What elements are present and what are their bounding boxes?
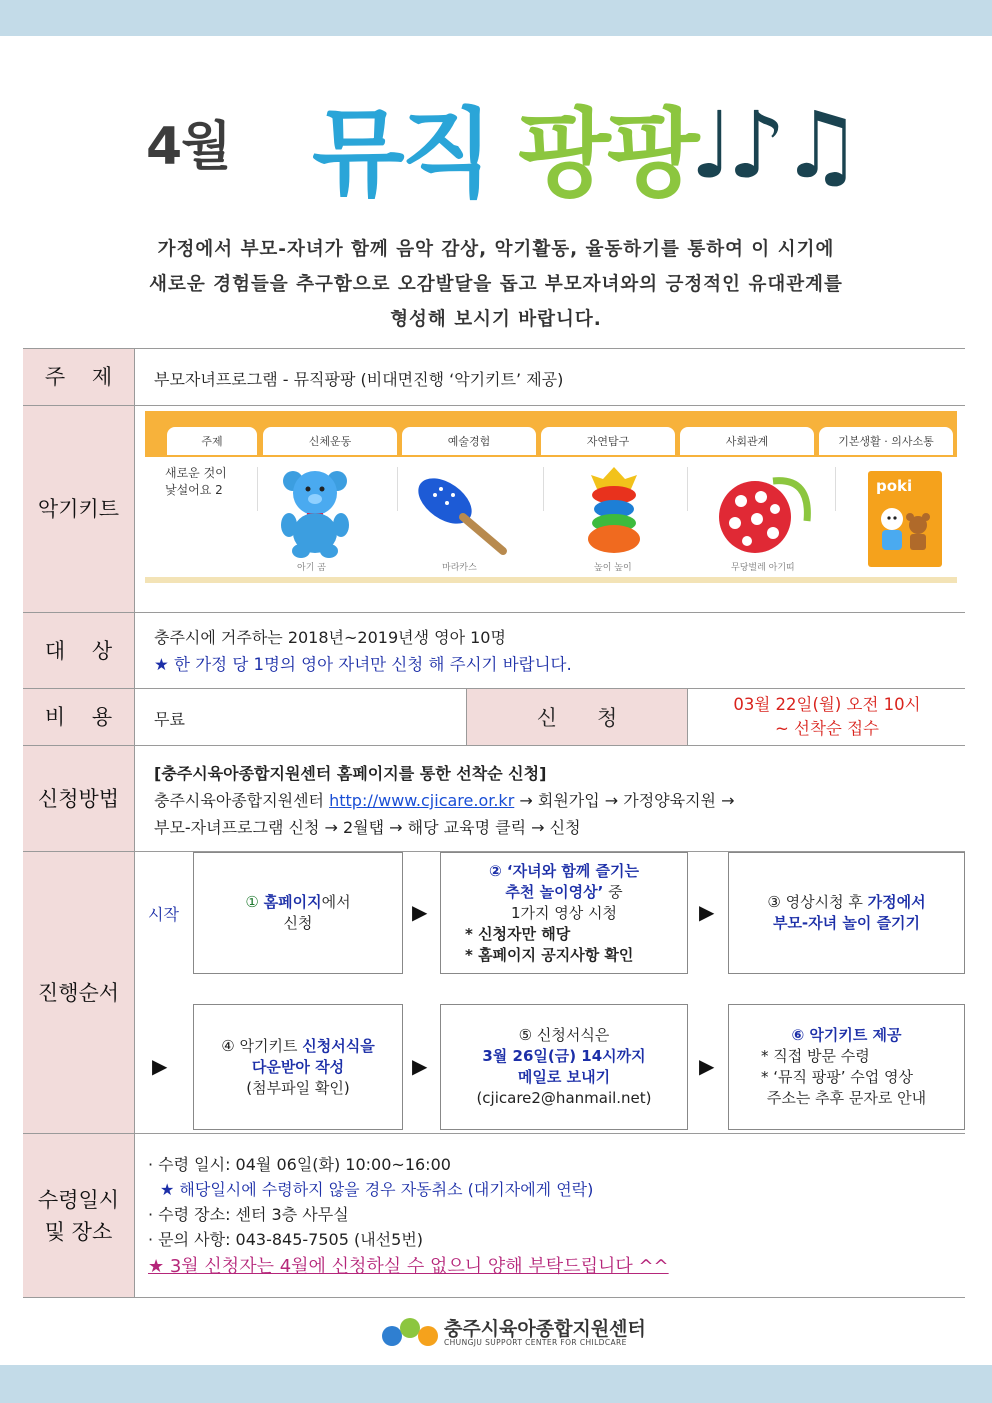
method-headline: [충주시육아종합지원센터 홈페이지를 통한 선착순 신청] xyxy=(154,764,547,783)
step-6: ⑥ 악기키트 제공 * 직접 방문 수령 * ‘뮤직 팡팡’ 수업 영상 주소는 추후 문자로 안내 xyxy=(728,1004,965,1130)
label-fee: 비 용 xyxy=(23,689,135,745)
row-receive xyxy=(23,1134,965,1298)
arrow-icon: ▶ xyxy=(412,900,428,924)
label-subject: 주 제 xyxy=(23,349,135,405)
fee-value: 무료 xyxy=(154,710,185,729)
poki-book-icon: poki xyxy=(868,471,942,567)
row-target xyxy=(23,613,965,689)
arrow-icon: ▶ xyxy=(699,1054,715,1078)
kit-tab: 자연탐구 xyxy=(541,427,675,455)
receive-text xyxy=(148,1152,669,1279)
label-method: 신청방법 xyxy=(23,746,135,851)
maracas-icon xyxy=(413,473,513,557)
label-process: 진행순서 xyxy=(23,852,135,1133)
kit-tab: 주제 xyxy=(167,427,257,455)
org-name-en: CHUNGJU SUPPORT CENTER FOR CHILDCARE xyxy=(444,1338,627,1347)
process-start: 시작 xyxy=(148,905,179,924)
step-3: ③ 영상시청 후 가정에서 부모-자녀 놀이 즐기기 xyxy=(728,852,965,974)
step-2: ② ‘자녀와 함께 즐기는 추천 놀이영상’ 중 1가지 영상 시청 * 신청자만 해당 * 홈페이지 공지사항 확인 xyxy=(440,852,688,974)
method-steps: 부모-자녀프로그램 신청 → 2월탭 → 해당 교육명 클릭 → 신청 xyxy=(154,818,581,837)
title-month: 4월 xyxy=(146,117,231,177)
method-steps: 충주시육아종합지원센터 http://www.cjicare.or.kr → 회원가입 → 가정양육지원 → xyxy=(154,791,735,810)
ladybug-carrier-icon xyxy=(715,471,819,557)
org-name: 충주시육아종합지원센터 xyxy=(444,1318,646,1340)
row-method xyxy=(23,746,965,852)
kit-tab: 사회관계 xyxy=(680,427,814,455)
step-4: ④ 악기키트 신청서식을 다운받아 작성 (첨부파일 확인) xyxy=(193,1004,403,1130)
music-notes-icon: ♩♪♫ xyxy=(690,92,857,199)
target-line1: 충주시에 거주하는 2018년~2019년생 영아 10명 xyxy=(154,628,506,647)
target-notice: ★ 한 가정 당 1명의 영아 자녀만 신청 해 주시기 바랍니다. xyxy=(154,655,572,674)
kit-item-caption: 마라카스 xyxy=(442,563,477,573)
kit-theme: 새로운 것이 낯설어요 2 xyxy=(165,466,227,497)
info-table xyxy=(23,348,965,1298)
kit-item-caption: 아기 곰 xyxy=(297,563,326,573)
stacking-toy-icon xyxy=(585,465,643,559)
step-1: ① 홈페이지에서 신청 xyxy=(193,852,403,974)
intro-text xyxy=(60,232,932,337)
label-target: 대 상 xyxy=(23,613,135,688)
kit-item-caption: 무당벌레 아기띠 xyxy=(731,563,795,573)
apply-period: 03월 22일(월) 오전 10시 ~ 선착순 접수 xyxy=(733,695,921,738)
method-text xyxy=(154,760,735,841)
arrow-icon: ▶ xyxy=(152,1054,168,1078)
kit-tab: 예술경험 xyxy=(402,427,536,455)
bottom-band xyxy=(0,1365,992,1403)
receive-contact: · 문의 사항: 043-845-7505 (내선5번) xyxy=(148,1230,424,1249)
kit-item-caption: 높이 높이 xyxy=(594,563,632,573)
arrow-icon: ▶ xyxy=(412,1054,428,1078)
intro-line: 새로운 경험들을 추구함으로 오감발달을 돕고 부모자녀와의 긍정적인 유대관계를 xyxy=(149,274,843,295)
center-logo-icon xyxy=(380,1314,440,1352)
row-fee xyxy=(23,689,965,746)
intro-line: 가정에서 부모-자녀가 함께 음악 감상, 악기활동, 율동하기를 통하여 이 시기에 xyxy=(157,239,835,260)
receive-place: · 수령 장소: 센터 3층 사무실 xyxy=(148,1205,349,1224)
receive-notice: ★ 해당일시에 수령하지 않을 경우 자동취소 (대기자에게 연락) xyxy=(160,1180,594,1199)
kit-tab: 신체운동 xyxy=(263,427,397,455)
label-apply: 신 청 xyxy=(466,689,688,745)
title-pangpang: 팡팡 xyxy=(518,98,696,210)
arrow-icon: ▶ xyxy=(699,900,715,924)
title-music: 뮤직 xyxy=(312,98,490,210)
label-receive: 수령일시 및 장소 xyxy=(23,1134,135,1297)
step-5: ⑤ 신청서식은 3월 26일(금) 14시까지 메일로 보내기 (cjicare2@hanmail.net) xyxy=(440,1004,688,1130)
homepage-link[interactable]: http://www.cjicare.or.kr xyxy=(329,791,515,810)
kit-image xyxy=(145,411,957,583)
top-band xyxy=(0,0,992,36)
kit-tab: 기본생활 · 의사소통 xyxy=(819,427,953,455)
receive-date: · 수령 일시: 04월 06일(화) 10:00~16:00 xyxy=(148,1155,451,1174)
label-kit: 악기키트 xyxy=(23,406,135,612)
row-subject xyxy=(23,349,965,406)
receive-warning: ★ 3월 신청자는 4월에 신청하실 수 없으니 양해 부탁드립니다 ^^ xyxy=(148,1256,669,1277)
teddy-bear-icon xyxy=(273,467,357,559)
intro-line: 형성해 보시기 바랍니다. xyxy=(390,309,602,330)
row-kit xyxy=(23,406,965,613)
subject-value: 부모자녀프로그램 - 뮤직팡팡 (비대면진행 ‘악기키트’ 제공) xyxy=(154,370,564,389)
row-process xyxy=(23,852,965,1134)
